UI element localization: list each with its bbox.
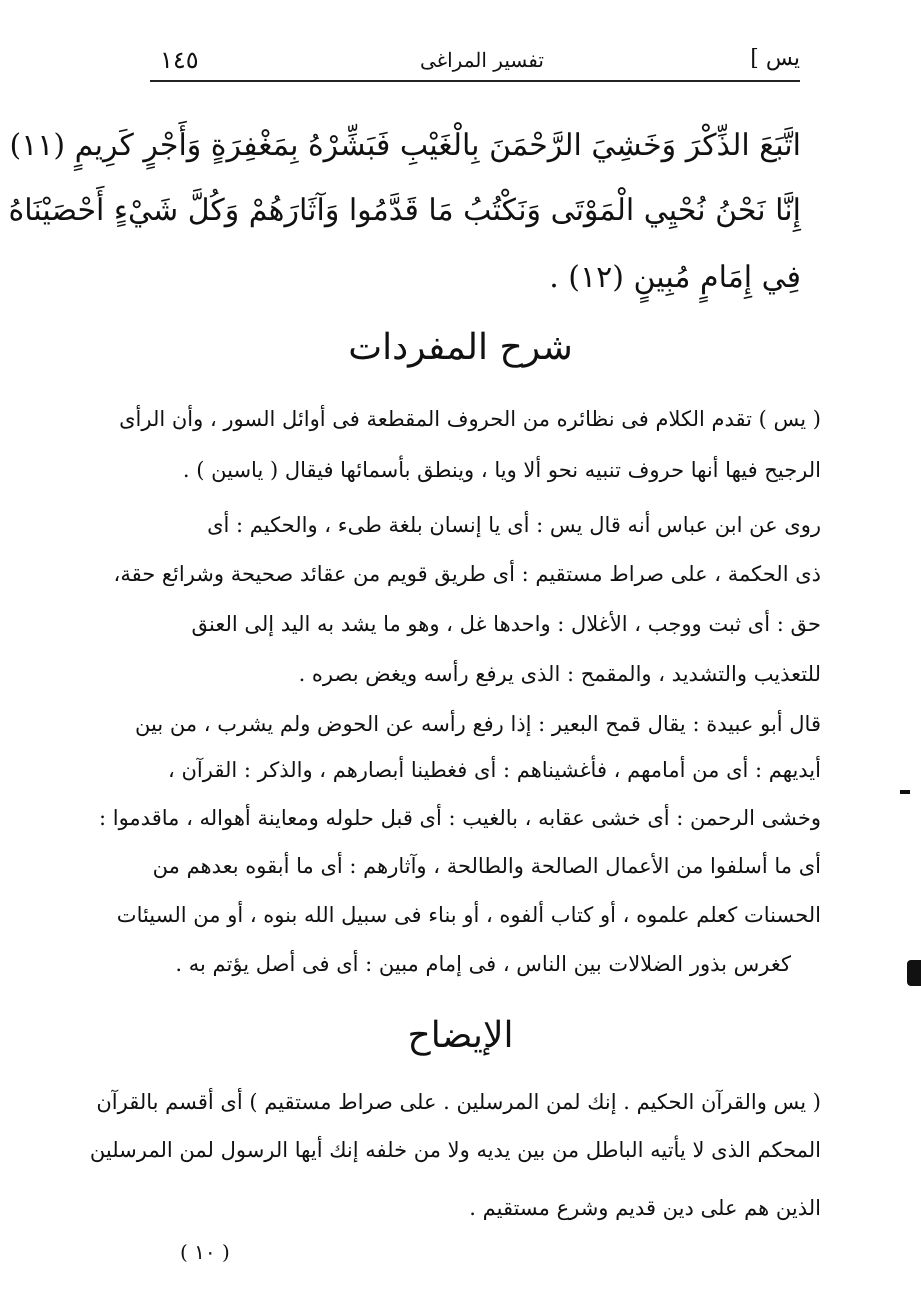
verse-line-1: اتَّبَعَ الذِّكْرَ وَخَشِيَ الرَّحْمَنَ بِالْغَيْبِ فَبَشِّرْهُ بِمَغْفِرَةٍ وَأَجْرٍ كَرِيمٍ (١١): [9, 128, 801, 163]
surah-name: يس ]: [750, 46, 800, 71]
vocab-line-3: روى عن ابن عباس أنه قال يس : أى يا إنسان بلغة طىء ، والحكيم : أى: [207, 513, 821, 537]
verse-line-2: إِنَّا نَحْنُ نُحْيِي الْمَوْتَى وَنَكْتُبُ مَا قَدَّمُوا وَآثَارَهُمْ وَكُلَّ شَيْءٍ أَحْصَيْنَاهُ: [8, 193, 801, 228]
scan-edge-mark: [907, 960, 921, 986]
section-heading-explanation: الإيضاح: [407, 1015, 514, 1056]
verse-line-3: فِي إِمَامٍ مُبِينٍ (١٢) .: [549, 260, 801, 295]
vocab-line-2: الرجيح فيها أنها حروف تنبيه نحو ألا ويا ، وينطق بأسمائها فيقال ( ياسين ) .: [182, 458, 821, 482]
signature-mark: ( ١٠ ): [180, 1240, 230, 1264]
page-number: ١٤٥: [160, 46, 199, 74]
vocab-line-6: للتعذيب والتشديد ، والمقمح : الذى يرفع رأسه ويغض بصره .: [298, 662, 821, 686]
vocab-line-1: ( يس ) تقدم الكلام فى نظائره من الحروف المقطعة فى أوائل السور ، وأن الرأى: [119, 407, 821, 431]
explanation-line-2: المحكم الذى لا يأتيه الباطل من بين يديه ولا من خلفه إنك أيها الرسول لمن المرسلين: [89, 1138, 821, 1162]
explanation-line-1: ( يس والقرآن الحكيم . إنك لمن المرسلين . على صراط مستقيم ) أى أقسم بالقرآن: [96, 1090, 821, 1114]
vocab-line-10: أى ما أسلفوا من الأعمال الصالحة والطالحة ، وآثارهم : أى ما أبقوه بعدهم من: [152, 854, 821, 878]
explanation-line-3: الذين هم على دين قديم وشرع مستقيم .: [469, 1196, 821, 1220]
vocab-line-9: وخشى الرحمن : أى خشى عقابه ، بالغيب : أى قبل حلوله ومعاينة أهواله ، ماقدموا :: [99, 806, 821, 830]
book-title: تفسير المراغى: [420, 48, 544, 72]
page-header: [150, 40, 800, 82]
scan-edge-tick: [900, 790, 910, 794]
vocab-line-7: قال أبو عبيدة : يقال قمح البعير : إذا رفع رأسه عن الحوض ولم يشرب ، من بين: [135, 712, 821, 736]
vocab-line-8: أيديهم : أى من أمامهم ، فأغشيناهم : أى فغطينا أبصارهم ، والذكر : القرآن ،: [168, 758, 821, 782]
section-heading-vocabulary: شرح المفردات: [348, 327, 573, 368]
vocab-line-12: كغرس بذور الضلالات بين الناس ، فى إمام مبين : أى فى أصل يؤتم به .: [175, 952, 791, 976]
vocab-line-11: الحسنات كعلم علموه ، أو كتاب ألفوه ، أو بناء فى سبيل الله بنوه ، أو من السيئات: [116, 903, 821, 927]
vocab-line-4: ذى الحكمة ، على صراط مستقيم : أى طريق قويم من عقائد صحيحة وشرائع حقة،: [113, 562, 821, 586]
vocab-line-5: حق : أى ثبت ووجب ، الأغلال : واحدها غل ، وهو ما يشد به اليد إلى العنق: [191, 612, 821, 636]
